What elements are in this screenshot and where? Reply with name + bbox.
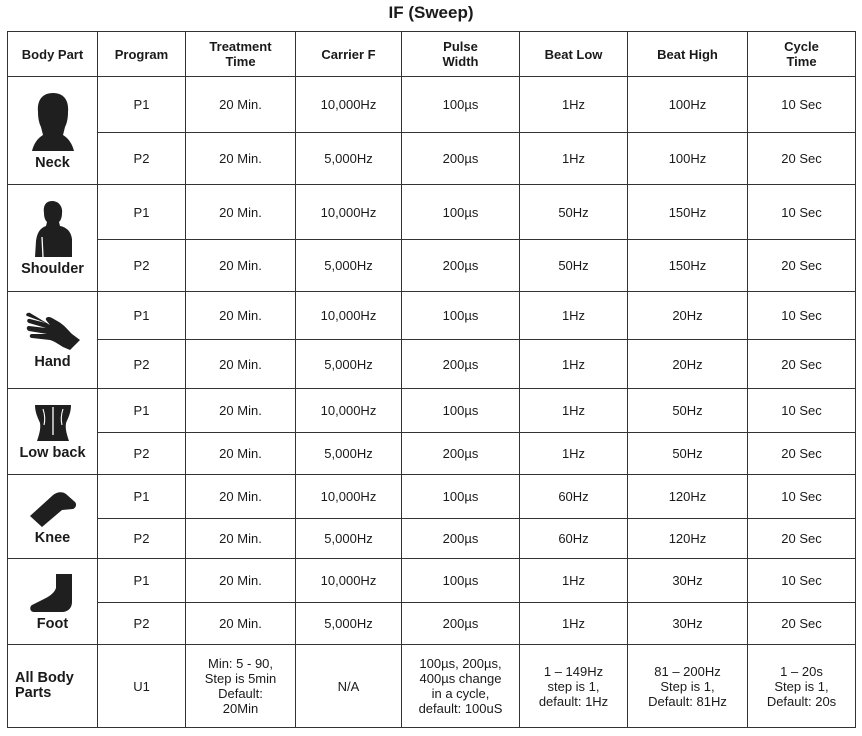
cell-program: P2: [98, 340, 186, 389]
cell-cycle-time: 1 – 20s Step is 1, Default: 20s: [748, 645, 856, 728]
header-beat-low: Beat Low: [520, 32, 628, 77]
cell-beat-low: 60Hz: [520, 475, 628, 519]
cell-program: P1: [98, 559, 186, 603]
header-pulse-width: Pulse Width: [402, 32, 520, 77]
body-part-shoulder: [8, 185, 98, 292]
table-row: [8, 433, 856, 475]
knee-icon: [28, 488, 78, 528]
table-row: [8, 519, 856, 559]
header-carrier-f: Carrier F: [296, 32, 402, 77]
body-part-neck: [8, 77, 98, 185]
hand-icon: [24, 310, 82, 352]
cell-treatment-time: 20 Min.: [186, 559, 296, 603]
header-beat-high: Beat High: [628, 32, 748, 77]
cell-carrier-f: 10,000Hz: [296, 292, 402, 340]
foot-icon: [28, 572, 78, 614]
cell-pulse-width: 100µs, 200µs, 400µs change in a cycle, default: 100uS: [402, 645, 520, 728]
cell-pulse-width: 200µs: [402, 603, 520, 645]
cell-beat-high: 50Hz: [628, 433, 748, 475]
cell-beat-high: 150Hz: [628, 240, 748, 292]
header-program: Program: [98, 32, 186, 77]
cell-treatment-time: 20 Min.: [186, 77, 296, 133]
header-cycle-time: Cycle Time: [748, 32, 856, 77]
cell-program: P1: [98, 292, 186, 340]
cell-treatment-time: 20 Min.: [186, 603, 296, 645]
cell-pulse-width: 200µs: [402, 133, 520, 185]
cell-carrier-f: N/A: [296, 645, 402, 728]
shoulder-icon: [30, 199, 76, 259]
body-part-label: Foot: [36, 615, 69, 632]
cell-carrier-f: 10,000Hz: [296, 559, 402, 603]
cell-pulse-width: 100µs: [402, 185, 520, 240]
cell-beat-high: 20Hz: [628, 340, 748, 389]
head-icon: [30, 91, 76, 153]
cell-carrier-f: 5,000Hz: [296, 603, 402, 645]
cell-beat-low: 1Hz: [520, 559, 628, 603]
cell-carrier-f: 5,000Hz: [296, 240, 402, 292]
table-row-all-body-parts: [8, 645, 856, 728]
body-part-foot: [8, 559, 98, 645]
cell-beat-high: 20Hz: [628, 292, 748, 340]
cell-treatment-time: 20 Min.: [186, 519, 296, 559]
cell-carrier-f: 5,000Hz: [296, 133, 402, 185]
cell-program: P1: [98, 475, 186, 519]
body-part-all: All Body Parts: [8, 645, 98, 728]
cell-pulse-width: 200µs: [402, 519, 520, 559]
body-part-label: Hand: [34, 354, 71, 370]
cell-cycle-time: 20 Sec: [748, 340, 856, 389]
cell-cycle-time: 10 Sec: [748, 185, 856, 240]
header-row: [8, 32, 856, 77]
table-row: [8, 389, 856, 433]
cell-beat-low: 1 – 149Hz step is 1, default: 1Hz: [520, 645, 628, 728]
body-part-label: Shoulder: [21, 261, 84, 277]
cell-treatment-time: 20 Min.: [186, 433, 296, 475]
cell-beat-low: 50Hz: [520, 240, 628, 292]
cell-beat-low: 50Hz: [520, 185, 628, 240]
table-row: [8, 340, 856, 389]
header-treatment-time: Treatment Time: [186, 32, 296, 77]
table-row: [8, 240, 856, 292]
cell-program: P1: [98, 185, 186, 240]
if-sweep-table: [7, 31, 856, 728]
cell-carrier-f: 5,000Hz: [296, 519, 402, 559]
cell-pulse-width: 100µs: [402, 77, 520, 133]
table-row: [8, 77, 856, 133]
cell-cycle-time: 10 Sec: [748, 389, 856, 433]
cell-beat-high: 100Hz: [628, 77, 748, 133]
cell-beat-high: 150Hz: [628, 185, 748, 240]
cell-cycle-time: 10 Sec: [748, 77, 856, 133]
cell-carrier-f: 5,000Hz: [296, 340, 402, 389]
body-part-knee: [8, 475, 98, 559]
cell-pulse-width: 200µs: [402, 340, 520, 389]
low-back-icon: [31, 403, 75, 443]
body-part-label: Neck: [35, 154, 70, 171]
cell-cycle-time: 20 Sec: [748, 519, 856, 559]
table-row: [8, 603, 856, 645]
cell-program: P1: [98, 77, 186, 133]
cell-beat-low: 1Hz: [520, 603, 628, 645]
cell-program: P2: [98, 603, 186, 645]
body-part-hand: [8, 292, 98, 389]
cell-carrier-f: 5,000Hz: [296, 433, 402, 475]
cell-pulse-width: 200µs: [402, 240, 520, 292]
header-body-part: Body Part: [8, 32, 98, 77]
table-row: [8, 133, 856, 185]
cell-pulse-width: 100µs: [402, 389, 520, 433]
cell-beat-low: 1Hz: [520, 292, 628, 340]
cell-carrier-f: 10,000Hz: [296, 475, 402, 519]
cell-treatment-time: 20 Min.: [186, 475, 296, 519]
cell-treatment-time: 20 Min.: [186, 133, 296, 185]
cell-beat-low: 1Hz: [520, 340, 628, 389]
cell-pulse-width: 100µs: [402, 475, 520, 519]
cell-beat-high: 120Hz: [628, 519, 748, 559]
cell-treatment-time: Min: 5 - 90, Step is 5min Default: 20Min: [186, 645, 296, 728]
cell-carrier-f: 10,000Hz: [296, 185, 402, 240]
cell-treatment-time: 20 Min.: [186, 340, 296, 389]
cell-program: P2: [98, 433, 186, 475]
cell-cycle-time: 10 Sec: [748, 559, 856, 603]
body-part-label: Knee: [34, 529, 71, 546]
cell-beat-high: 120Hz: [628, 475, 748, 519]
cell-beat-high: 100Hz: [628, 133, 748, 185]
cell-beat-low: 1Hz: [520, 433, 628, 475]
cell-program: P2: [98, 519, 186, 559]
cell-carrier-f: 10,000Hz: [296, 389, 402, 433]
table-row: [8, 559, 856, 603]
cell-treatment-time: 20 Min.: [186, 292, 296, 340]
cell-treatment-time: 20 Min.: [186, 389, 296, 433]
table-row: [8, 475, 856, 519]
cell-program: P2: [98, 133, 186, 185]
cell-cycle-time: 20 Sec: [748, 133, 856, 185]
cell-cycle-time: 20 Sec: [748, 433, 856, 475]
cell-beat-low: 60Hz: [520, 519, 628, 559]
cell-beat-low: 1Hz: [520, 77, 628, 133]
cell-program: P1: [98, 389, 186, 433]
cell-beat-high: 81 – 200Hz Step is 1, Default: 81Hz: [628, 645, 748, 728]
cell-program: U1: [98, 645, 186, 728]
cell-beat-low: 1Hz: [520, 389, 628, 433]
cell-pulse-width: 200µs: [402, 433, 520, 475]
cell-carrier-f: 10,000Hz: [296, 77, 402, 133]
table-row: [8, 185, 856, 240]
cell-treatment-time: 20 Min.: [186, 185, 296, 240]
cell-beat-low: 1Hz: [520, 133, 628, 185]
body-part-label: Low back: [19, 444, 86, 461]
cell-beat-high: 30Hz: [628, 603, 748, 645]
body-part-low-back: [8, 389, 98, 475]
table-title: IF (Sweep): [388, 3, 474, 22]
cell-cycle-time: 20 Sec: [748, 240, 856, 292]
cell-cycle-time: 10 Sec: [748, 475, 856, 519]
cell-pulse-width: 100µs: [402, 292, 520, 340]
cell-cycle-time: 10 Sec: [748, 292, 856, 340]
cell-beat-high: 30Hz: [628, 559, 748, 603]
cell-beat-high: 50Hz: [628, 389, 748, 433]
cell-program: P2: [98, 240, 186, 292]
cell-pulse-width: 100µs: [402, 559, 520, 603]
cell-cycle-time: 20 Sec: [748, 603, 856, 645]
table-row: [8, 292, 856, 340]
cell-treatment-time: 20 Min.: [186, 240, 296, 292]
